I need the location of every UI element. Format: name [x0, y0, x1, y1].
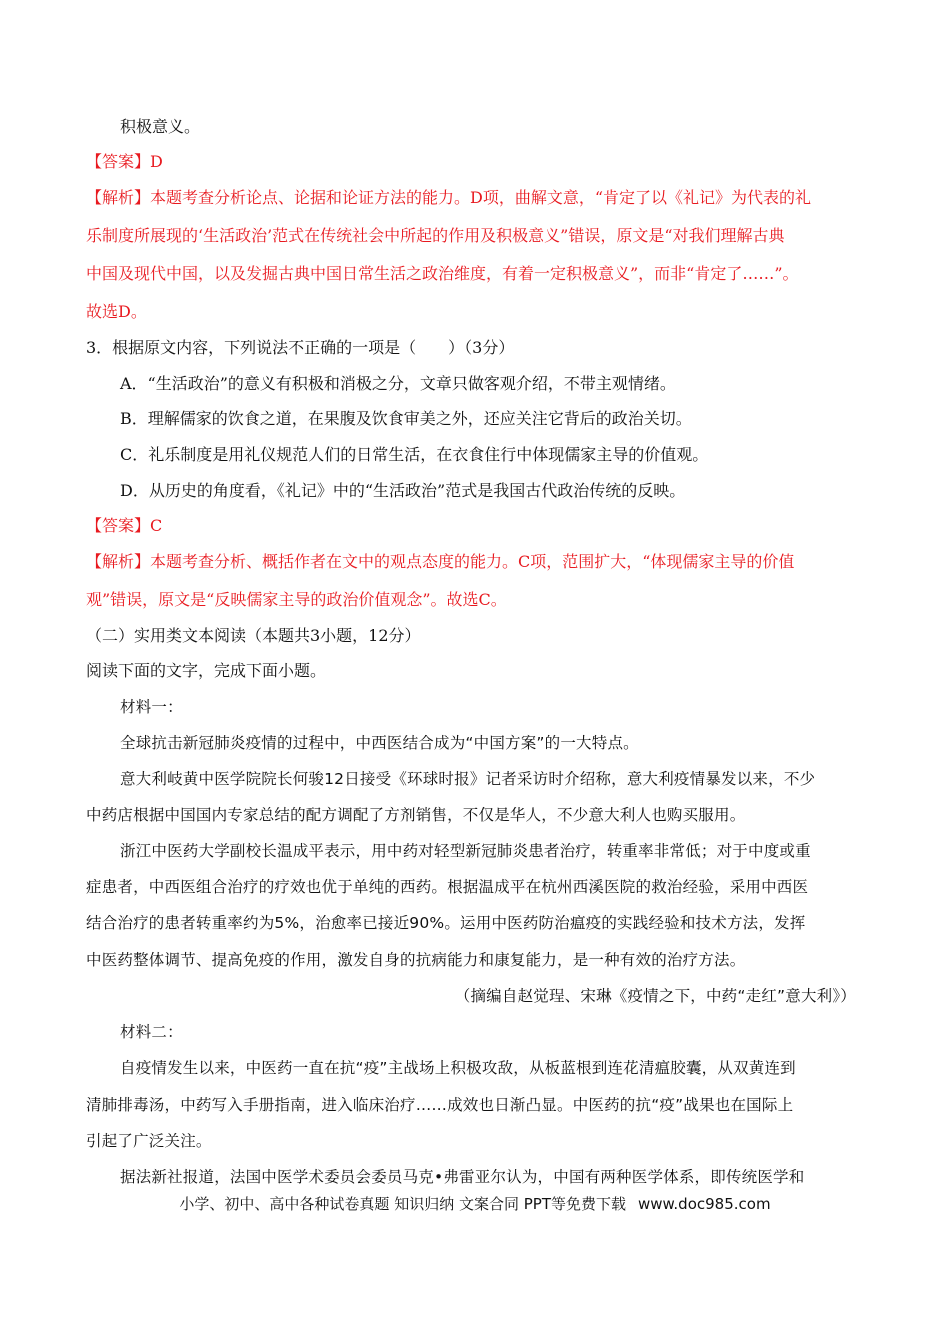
- material1-paragraph-line: 结合治疗的患者转重率约为5%，治愈率已接近90%。运用中医药防治瘟疫的实践经验和技术方法，发挥: [86, 914, 806, 932]
- material2-paragraph-line: 自疫情发生以来，中医药一直在抗“疫”主战场上积极攻敌，从板蓝根到连花清瘟胶囊，从双黄连到: [120, 1059, 796, 1077]
- material1-paragraph-line: 意大利岐黄中医学院院长何骏12日接受《环球时报》记者采访时介绍称，意大利疫情暴发以来，不少: [120, 770, 816, 788]
- q2-analysis-line: 故选D。: [86, 302, 147, 321]
- q3-analysis-line: 【解析】本题考查分析、概括作者在文中的观点态度的能力。C项，范围扩大，“体现儒家主导的价值: [86, 552, 795, 571]
- q2-analysis-line: 中国及现代中国，以及发掘古典中国日常生活之政治维度，有着一定积极意义”，而非“肯定了……”。: [86, 264, 799, 283]
- q3-option-c: C．礼乐制度是用礼仪规范人们的日常生活，在衣食住行中体现儒家主导的价值观。: [120, 445, 709, 464]
- footer-text: 小学、初中、高中各种试卷真题 知识归纳 文案合同 PPT等免费下载: [179, 1195, 626, 1213]
- material1-label: 材料一：: [120, 698, 183, 716]
- material1-paragraph-line: 中医药整体调节、提高免疫的作用，激发自身的抗病能力和康复能力，是一种有效的治疗方法。: [86, 951, 746, 969]
- material1-paragraph-line: 症患者，中西医组合治疗的疗效也优于单纯的西药。根据温成平在杭州西溪医院的救治经验，采用中西医: [86, 878, 809, 896]
- material2-label: 材料二：: [120, 1023, 183, 1041]
- q2-analysis-line: 【解析】本题考查分析论点、论据和论证方法的能力。D项，曲解文意，“肯定了以《礼记》为代表的礼: [86, 188, 812, 207]
- q3-analysis-line: 观”错误，原文是“反映儒家主导的政治价值观念”。故选C。: [86, 590, 507, 609]
- q2-option-tail: 积极意义。: [120, 117, 201, 136]
- q3-option-d: D．从历史的角度看，《礼记》中的“生活政治”范式是我国古代政治传统的反映。: [120, 481, 686, 500]
- material2-paragraph-line: 清肺排毒汤，中药写入手册指南，进入临床治疗……成效也日渐凸显。中医药的抗“疫”战果也在国际上: [86, 1096, 794, 1114]
- section-heading: （二）实用类文本阅读（本题共3小题，12分）: [86, 626, 421, 645]
- q3-option-a: A．“生活政治”的意义有积极和消极之分，文章只做客观介绍，不带主观情绪。: [120, 374, 676, 393]
- material1-paragraph-line: 中药店根据中国国内专家总结的配方调配了方剂销售，不仅是华人，不少意大利人也购买服用。: [86, 806, 746, 824]
- q2-analysis-line: 乐制度所展现的‘生活政治’范式在传统社会中所起的作用及积极意义”错误，原文是“对我们理解古典: [86, 226, 785, 245]
- q3-answer: 【答案】C: [86, 516, 163, 535]
- q3-stem: 3．根据原文内容，下列说法不正确的一项是（ ）（3分）: [86, 338, 515, 357]
- material2-paragraph-line: 引起了广泛关注。: [86, 1132, 212, 1150]
- page-footer: [0, 1193, 950, 1214]
- material1-source: （摘编自赵觉珵、宋琳《疫情之下，中药“走红”意大利》）: [454, 987, 856, 1005]
- section-instruction: 阅读下面的文字，完成下面小题。: [86, 661, 327, 680]
- footer-url[interactable]: www.doc985.com: [637, 1195, 771, 1213]
- material1-paragraph-line: 全球抗击新冠肺炎疫情的过程中，中西医结合成为“中国方案”的一大特点。: [120, 734, 639, 752]
- material1-paragraph-line: 浙江中医药大学副校长温成平表示，用中药对轻型新冠肺炎患者治疗，转重率非常低；对于中度或重: [120, 842, 811, 860]
- q2-answer: 【答案】D: [86, 152, 163, 171]
- q3-option-b: B．理解儒家的饮食之道，在果腹及饮食审美之外，还应关注它背后的政治关切。: [120, 409, 692, 428]
- material2-paragraph-line: 据法新社报道，法国中医学术委员会委员马克•弗雷亚尔认为，中国有两种医学体系，即传统医学和: [120, 1168, 805, 1186]
